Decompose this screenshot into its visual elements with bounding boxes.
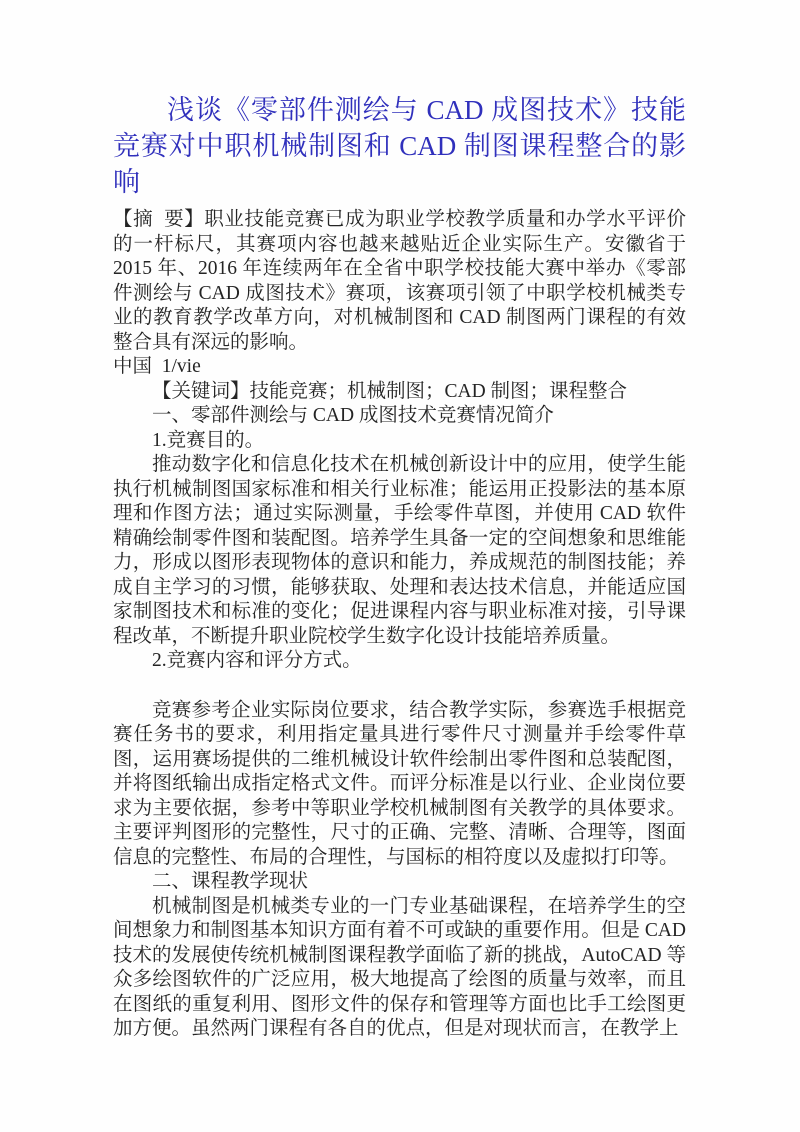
competition-content-paragraph: 竞赛参考企业实际岗位要求，结合教学实际，参赛选手根据竞赛任务书的要求，利用指定量具进行零件尺寸测量并手绘零件草图，运用赛场提供的二维机械设计软件绘制出零件图和总装配图，并将图纸输出成指定格式文件。而评分标准是以行业、企业岗位要求为主要依据，参考中等职业学校机械制图有关教学的具体要求。主要评判图形的完整性，尺寸的正确、完整、清晰、合理等，图面信息的完整性、布局的合理性，与国标的相符度以及虚拟打印等。 <box>113 699 686 868</box>
teaching-status-paragraph: 机械制图是机械类专业的一门专业基础课程，在培养学生的空间想象力和制图基本知识方面有着不可或缺的重要作用。但是 CAD 技术的发展使传统机械制图课程教学面临了新的挑战，AutoCAD 等众多绘图软件的广泛应用，极大地提高了绘图的质量与效率，而且在图纸的重复利用、图形文件的保存和管理等方面也比手工绘图更加方便。虽然两门课程有各自的优点，但是对现状而言，在教学上 <box>113 895 691 1039</box>
keywords-paragraph: 【关键词】技能竞赛；机械制图；CAD 制图；课程整合 <box>152 380 628 402</box>
competition-purpose-paragraph: 推动数字化和信息化技术在机械创新设计中的应用，使学生能执行机械制图国家标准和相关行业标准；能运用正投影法的基本原理和作图方法；通过实际测量，手绘零件草图，并使用 CAD 软件精确绘制零件图和装配图。培养学生具备一定的空间想象和思维能力，形成以图形表现物体的意识和能力，养成规范的制图技能；养成自主学习的习惯，能够获取、处理和表达技术信息，并能适应国家制图技术和标准的变化；促进课程内容与职业标准对接，引导课程改革，不断提升职业院校学生数字化设计技能培养质量。 <box>113 454 686 647</box>
source-line: 中国 1/vie <box>113 356 201 377</box>
subsection-1-2-heading: 2.竞赛内容和评分方式。 <box>152 650 362 671</box>
blank-line-spacer <box>113 674 686 699</box>
page-title: 浅谈《零部件测绘与 CAD 成图技术》技能竞赛对中职机械制图和 CAD 制图课程整合的影响 <box>113 95 686 197</box>
abstract-paragraph: 【摘 要】职业技能竞赛已成为职业学校教学质量和办学水平评价的一杆标尺，其赛项内容也越来越贴近企业实际生产。安徽省于 2015 年、2016 年连续两年在全省中职学校技能大赛中举办《零部件测绘与 CAD 成图技术》赛项，该赛项引领了中职学校机械类专业的教育教学改革方向，对机械制图和 CAD 制图两门课程的有效整合具有深远的影响。 <box>113 209 691 353</box>
subsection-1-1-heading: 1.竞赛目的。 <box>152 429 265 451</box>
section-2-heading: 二、课程教学现状 <box>152 871 309 892</box>
section-1-heading: 一、零部件测绘与 CAD 成图技术竞赛情况简介 <box>152 405 554 426</box>
